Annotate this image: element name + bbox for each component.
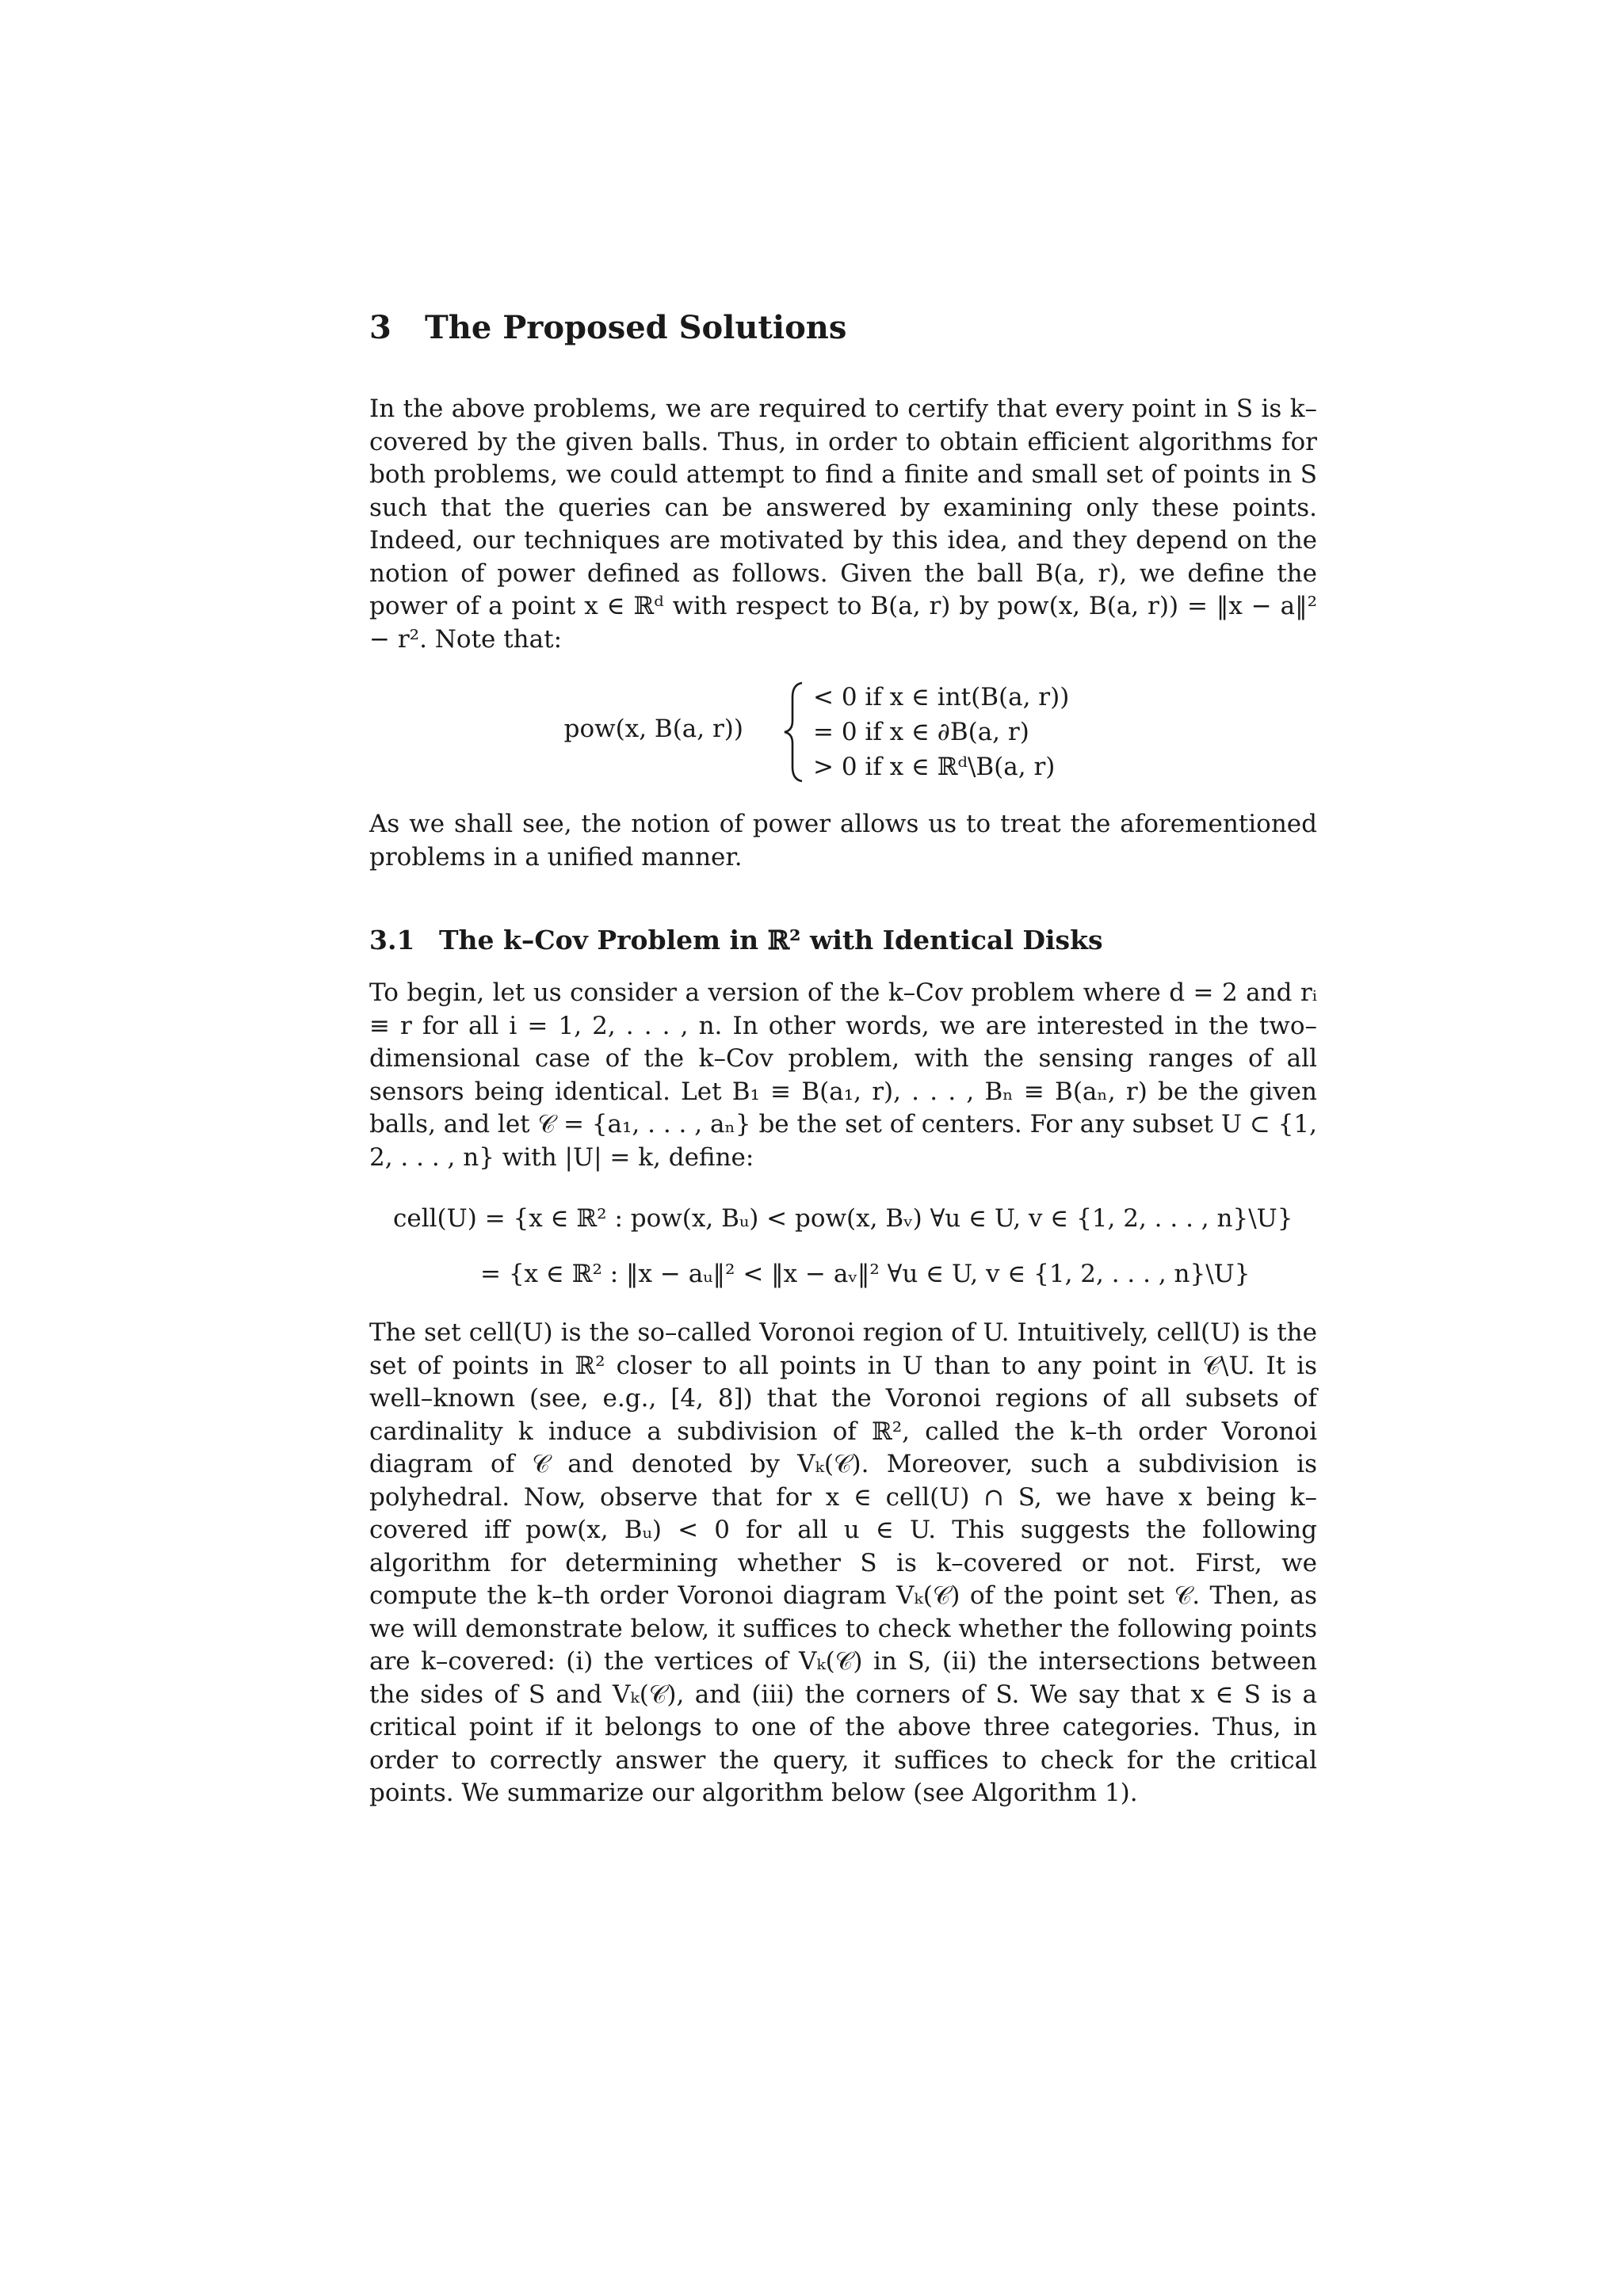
cell-definition-row-1: cell(U) = {x ∈ ℝ² : pow(x, Bᵤ) < pow(x, Bᵥ) ∀u ∈ U, v ∈ {1, 2, . . . , n}\U} — [393, 1204, 1293, 1233]
power-case-zero: = 0 if x ∈ ∂B(a, r) — [813, 718, 1029, 746]
power-cases-equation — [369, 680, 1317, 784]
after-cases-paragraph: As we shall see, the notion of power allows us to treat the aforementioned problems in a unified manner. — [369, 810, 1317, 871]
power-cases-list — [813, 680, 1069, 784]
subsection-number: 3.1 — [369, 925, 415, 955]
left-brace — [783, 680, 807, 784]
voronoi-paragraph: The set cell(U) is the so–called Voronoi region of U. Intuitively, cell(U) is the set of points in ℝ² closer to all points in U than to any point in 𝒞\U. It is well–known (see, e.g., [4, 8]) that the Voronoi regions of all subsets of cardinality k induce a subdivision of ℝ², called the k–th order Voronoi diagram of 𝒞 and denoted by Vₖ(𝒞). Moreover, such a subdivision is polyhedral. Now, observe that for x ∈ cell(U) ∩ S, we have x being k–covered iff pow(x, Bᵤ) < 0 for all u ∈ U. This suggests the following algorithm for determining whether S is k–covered or not. First, we compute the k–th order Voronoi diagram Vₖ(𝒞) of the point set 𝒞. Then, as we will demonstrate below, it suffices to check whether the following points are k–covered: (i) the vertices of Vₖ(𝒞) in S, (ii) the intersections between the sides of S and Vₖ(𝒞), and (iii) the corners of S. We say that x ∈ S is a critical point if it belongs to one of the above three categories. Thus, in order to correctly answer the query, it suffices to check for the critical points. We summarize our algorithm below (see Algorithm 1). — [369, 1318, 1317, 1807]
subsection-heading — [369, 925, 1317, 956]
subsection-intro-paragraph: To begin, let us consider a version of the k–Cov problem where d = 2 and rᵢ ≡ r for all i = 1, 2, . . . , n. In other words, we are interested in the two–dimensional case of the k–Cov problem, with the sensing ranges of all sensors being identical. Let B₁ ≡ B(a₁, r), . . . , Bₙ ≡ B(aₙ, r) be the given balls, and let 𝒞 = {a₁, . . . , aₙ} be the set of centers. For any subset U ⊂ {1, 2, . . . , n} with |U| = k, define: — [369, 978, 1317, 1172]
section-title: The Proposed Solutions — [425, 309, 847, 346]
section-heading — [369, 309, 1317, 347]
power-cases-lhs: pow(x, B(a, r)) — [563, 715, 743, 743]
intro-paragraph: In the above problems, we are required to certify that every point in S is k–covered by the given balls. Thus, in order to obtain efficient algorithms for both problems, we could attempt to find a finite and small set of points in S such that the queries can be answered by examining only these points. Indeed, our techniques are motivated by this idea, and they depend on the notion of power defined as follows. Given the ball B(a, r), we define the power of a point x ∈ ℝᵈ with respect to B(a, r) by pow(x, B(a, r)) = ‖x − a‖² − r². Note that: — [369, 395, 1317, 654]
section-number: 3 — [369, 309, 391, 346]
power-case-negative: < 0 if x ∈ int(B(a, r)) — [813, 683, 1070, 711]
cell-definition-row-2: = {x ∈ ℝ² : ‖x − aᵤ‖² < ‖x − aᵥ‖² ∀u ∈ U, v ∈ {1, 2, . . . , n}\U} — [480, 1260, 1251, 1288]
cell-definition-equation — [369, 1196, 1317, 1301]
paper-page — [369, 309, 1317, 1810]
subsection-title: The k–Cov Problem in ℝ² with Identical Disks — [439, 925, 1103, 955]
power-case-positive: > 0 if x ∈ ℝᵈ\B(a, r) — [813, 753, 1056, 781]
